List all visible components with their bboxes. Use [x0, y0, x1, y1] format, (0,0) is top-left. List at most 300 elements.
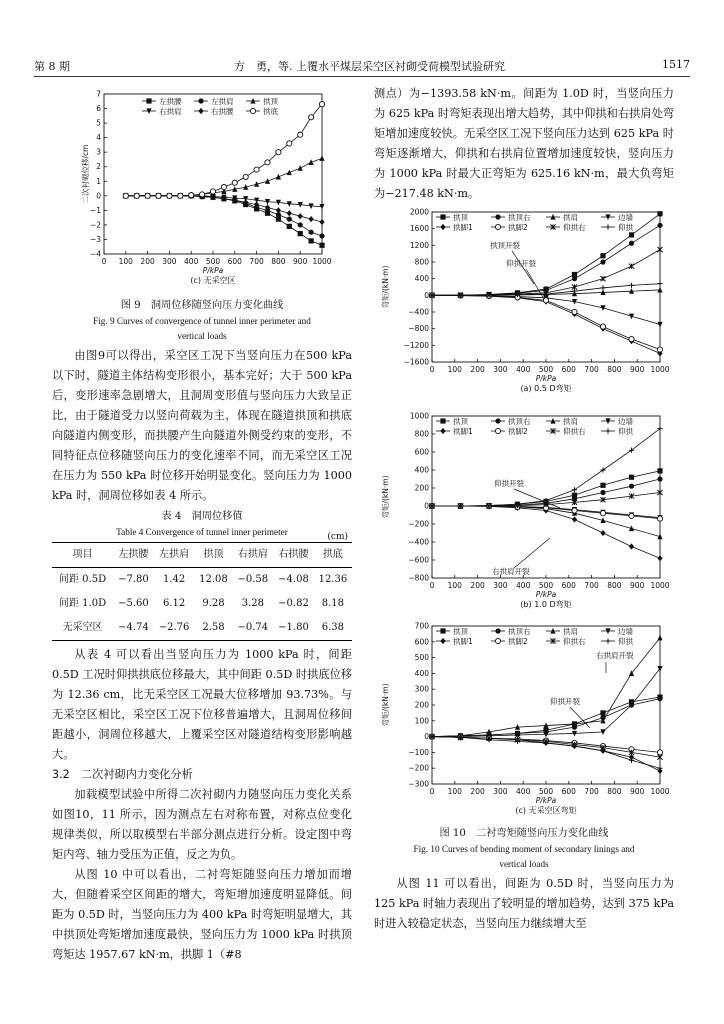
- data-point: [629, 264, 634, 269]
- legend-label: 拱顶: [453, 213, 468, 222]
- series-line: [126, 196, 322, 236]
- table-cell: 间距 0.5D: [59, 574, 107, 585]
- issue-number: 第 8 期: [34, 60, 70, 73]
- y-tick-label: 800: [414, 429, 429, 439]
- x-tick-label: 700: [584, 787, 599, 796]
- data-point: [600, 276, 605, 281]
- data-point: [287, 224, 292, 229]
- body-paragraph: 从图 10 中可以看出，二衬弯矩随竖向压力增加而增大，但随着采空区间距的增大，弯矩增加速度明显降低。间距为 0.5D 时，当竖向压力为 400 kPa 时弯矩明显增大，其中拱顶处弯矩增加速度最快，竖向压力为 1000 kPa 时拱顶弯矩达 1957.67 kN·m，拱脚 1（#8: [52, 868, 352, 961]
- y-tick-label: 6: [96, 104, 101, 114]
- y-tick-label: 100: [414, 716, 429, 726]
- table-cell: 8.18: [321, 598, 345, 609]
- x-tick-label: 300: [493, 787, 508, 796]
- data-point: [265, 160, 270, 165]
- data-point: [319, 219, 324, 225]
- legend-label: 拱肩: [563, 417, 578, 426]
- table-row: [52, 568, 352, 593]
- legend-label: 左拱腰: [159, 97, 182, 106]
- x-tick-label: 200: [470, 365, 485, 374]
- data-point: [189, 192, 194, 197]
- x-tick-label: 100: [118, 257, 133, 266]
- legend-label: 仰拱右: [563, 637, 586, 646]
- data-point: [298, 231, 303, 236]
- data-point: [600, 253, 605, 258]
- legend-swatch: [440, 428, 445, 434]
- data-point: [600, 710, 605, 715]
- data-point: [572, 487, 577, 492]
- y-tick-label: −100: [408, 747, 429, 757]
- legend-swatch: [495, 628, 500, 633]
- legend-label: 拱脚2: [508, 223, 528, 232]
- legend-swatch: [605, 428, 610, 433]
- y-tick-label: 400: [414, 465, 429, 475]
- legend-label: 拱脚1: [453, 637, 473, 646]
- data-point: [657, 468, 662, 473]
- data-point: [657, 347, 662, 352]
- y-tick-label: 2000: [409, 207, 429, 217]
- x-axis-label: P/kPa: [535, 374, 557, 383]
- data-point: [600, 511, 605, 516]
- legend-label: 仰拱: [618, 223, 633, 232]
- legend-swatch: [440, 418, 445, 423]
- table-cell: 间距 1.0D: [59, 598, 107, 609]
- data-point: [657, 750, 662, 755]
- legend-swatch: [146, 98, 151, 103]
- x-tick-label: 500: [538, 365, 554, 374]
- x-tick-label: 0: [429, 581, 435, 590]
- legend-label: 拱顶: [453, 627, 468, 636]
- data-point: [156, 193, 161, 198]
- x-tick-label: 700: [584, 581, 599, 590]
- data-point: [287, 216, 292, 221]
- legend-label: 右拱肩: [159, 107, 182, 116]
- y-tick-label: −1600: [403, 357, 429, 367]
- legend-label: 仰拱: [618, 637, 633, 646]
- data-point: [298, 222, 303, 227]
- data-point: [178, 193, 183, 198]
- series-line: [432, 225, 660, 295]
- legend-label: 拱脚1: [453, 223, 473, 232]
- data-point: [319, 233, 324, 238]
- x-tick-label: 400: [184, 257, 199, 266]
- data-point: [298, 132, 303, 137]
- data-point: [123, 193, 128, 198]
- data-point: [657, 516, 662, 521]
- chart-subcaption: (c) 无采空区: [190, 276, 236, 285]
- x-tick-label: 1000: [650, 365, 670, 374]
- body-paragraph: 从表 4 可以看出当竖向压力为 1000 kPa 时，间距 0.5D 工况时仰拱拱底位移最大，其中间距 0.5D 时拱底位移为 12.36 cm，比无采空区工况最大位移增加 93.73%。与无采空区相比，采空区工况下位移普遍增大，且洞周位移间距越小，洞周位移越大，上覆采空区对隧道结构变形影响越大。: [52, 648, 352, 761]
- table-cell: 2.58: [202, 622, 225, 633]
- x-tick-label: 500: [205, 257, 221, 266]
- y-tick-label: 1600: [409, 224, 429, 234]
- data-point: [600, 490, 605, 495]
- table-cell: 6.38: [321, 622, 345, 633]
- legend-label: 拱脚2: [508, 637, 528, 646]
- data-point: [629, 758, 634, 763]
- legend-swatch: [198, 98, 203, 103]
- fig10-caption-en: Fig. 10 Curves of bending moment of secondary linings and: [413, 844, 635, 854]
- data-point: [572, 508, 577, 513]
- fig10-caption-en-2: vertical loads: [499, 859, 549, 869]
- data-point: [287, 141, 292, 146]
- fig9-caption-cn: 图 9 洞周位移随竖向压力变化曲线: [120, 300, 284, 311]
- y-tick-label: −1: [89, 205, 101, 215]
- data-point: [629, 232, 634, 237]
- table-cell: 12.08: [199, 574, 228, 585]
- legend-label: 拱顶右: [508, 213, 531, 222]
- y-tick-label: 200: [414, 483, 429, 493]
- data-point: [657, 696, 662, 701]
- chart-annotation: 右拱肩开裂: [492, 567, 530, 576]
- x-tick-label: 0: [429, 787, 435, 796]
- data-point: [309, 238, 314, 243]
- table-cell: −7.80: [118, 574, 149, 585]
- table-header-cell: 右拱腰: [278, 549, 309, 560]
- x-tick-label: 1000: [312, 257, 332, 266]
- x-tick-label: 900: [293, 257, 308, 266]
- data-point: [657, 223, 662, 228]
- legend-label: 拱底: [263, 107, 278, 116]
- data-point: [572, 276, 577, 281]
- legend-swatch: [605, 638, 610, 643]
- y-tick-label: 600: [414, 637, 429, 647]
- table-cell: −4.74: [118, 622, 149, 633]
- x-tick-label: 700: [249, 257, 264, 266]
- data-point: [145, 193, 150, 198]
- data-point: [543, 298, 548, 303]
- table4-caption-row: [52, 525, 352, 540]
- data-point: [572, 309, 577, 314]
- data-point: [629, 283, 634, 288]
- data-point: [200, 192, 205, 197]
- data-point: [309, 230, 314, 235]
- legend-swatch: [495, 224, 500, 229]
- data-point: [298, 165, 303, 171]
- running-title: 方 勇，等. 上覆水平煤层采空区衬砌受荷模型试验研究: [234, 60, 505, 73]
- series-line: [432, 506, 660, 558]
- legend-label: 边墙: [618, 627, 633, 636]
- x-tick-label: 100: [447, 365, 462, 374]
- legend-swatch: [495, 638, 500, 643]
- data-point: [319, 243, 324, 248]
- data-point: [210, 189, 215, 194]
- data-point: [309, 216, 314, 222]
- legend-label: 拱脚1: [453, 427, 473, 436]
- page-number: 1517: [662, 58, 690, 71]
- data-point: [629, 475, 634, 480]
- x-tick-label: 700: [584, 365, 599, 374]
- data-point: [309, 159, 314, 165]
- chart-annotation: 仰拱开裂: [550, 697, 580, 706]
- legend-swatch: [440, 628, 445, 633]
- header-rule: [34, 76, 690, 77]
- chart-annotation: 仰拱开裂: [506, 259, 536, 268]
- y-tick-label: 4: [96, 133, 101, 143]
- y-tick-label: 3: [96, 147, 101, 157]
- series-line: [126, 104, 322, 196]
- legend-label: 仰拱: [618, 427, 633, 436]
- fig10b-chart: [374, 400, 674, 618]
- data-point: [600, 467, 605, 472]
- legend-label: 边墙: [618, 417, 633, 426]
- x-tick-label: 300: [493, 365, 508, 374]
- x-tick-label: 800: [607, 365, 622, 374]
- series-line: [432, 429, 660, 506]
- y-tick-label: 700: [414, 621, 429, 631]
- data-point: [629, 336, 634, 341]
- y-tick-label: −800: [408, 573, 429, 583]
- table-cell: 6.12: [162, 598, 186, 609]
- x-tick-label: 300: [162, 257, 177, 266]
- data-point: [298, 213, 303, 219]
- x-tick-label: 600: [561, 365, 576, 374]
- legend-label: 拱肩: [563, 627, 578, 636]
- fig10c-chart: [374, 618, 674, 823]
- y-tick-label: 2: [96, 162, 101, 172]
- x-tick-label: 100: [447, 581, 462, 590]
- table-header-cell: 项目: [72, 549, 93, 560]
- y-axis-label: 弯矩/(kN·m): [381, 475, 390, 519]
- data-point: [657, 322, 662, 328]
- data-point: [600, 285, 605, 290]
- table-cell: 1.42: [162, 574, 186, 585]
- y-axis-label: 弯矩/(kN·m): [381, 265, 390, 309]
- table-cell: −4.08: [278, 574, 309, 585]
- y-tick-label: 0: [424, 290, 429, 300]
- plot-frame: [432, 626, 660, 784]
- data-point: [167, 193, 172, 198]
- data-point: [287, 210, 292, 216]
- x-tick-label: 1000: [650, 581, 670, 590]
- fig10: [374, 204, 674, 823]
- table-header-cell: 右拱肩: [237, 549, 268, 560]
- data-point: [319, 155, 324, 161]
- data-point: [572, 516, 577, 522]
- legend-swatch: [605, 224, 610, 229]
- y-tick-label: −300: [408, 779, 429, 789]
- x-axis-label: P/kPa: [202, 266, 224, 275]
- table4-caption-cn: 表 4 洞周位移值: [161, 511, 243, 522]
- running-header: [34, 58, 690, 76]
- legend-label: 仰拱右: [563, 427, 586, 436]
- data-point: [657, 635, 662, 641]
- y-tick-label: 5: [96, 118, 101, 128]
- table-cell: 12.36: [318, 574, 348, 585]
- right-column: [374, 84, 674, 934]
- body-paragraph: 从图 11 可以看出，间距为 0.5D 时，当竖向压力为 125 kPa 时轴力表现出了较明显的增加趋势，达到 375 kPa 时进入较稳定状态，当竖向压力继续增大至: [374, 877, 674, 930]
- data-point: [276, 174, 281, 180]
- x-tick-label: 300: [493, 581, 508, 590]
- y-tick-label: 1000: [409, 411, 429, 421]
- y-tick-label: −400: [408, 537, 429, 547]
- data-point: [657, 247, 662, 252]
- data-point: [657, 555, 662, 561]
- data-point: [319, 102, 324, 107]
- x-tick-label: 0: [429, 365, 435, 374]
- y-tick-label: −800: [408, 324, 429, 334]
- y-tick-label: −600: [408, 555, 429, 565]
- table-cell: 3.28: [241, 598, 264, 609]
- legend-swatch: [250, 108, 255, 113]
- x-axis-label: P/kPa: [535, 796, 557, 805]
- legend-swatch: [440, 224, 445, 230]
- x-tick-label: 200: [470, 581, 485, 590]
- x-tick-label: 500: [538, 581, 554, 590]
- table4-caption-en: Table 4 Convergence of tunnel inner perimeter: [116, 527, 288, 537]
- x-tick-label: 200: [470, 787, 485, 796]
- table4-unit: (cm): [327, 532, 348, 542]
- table-cell: −0.82: [278, 598, 309, 609]
- y-tick-label: 400: [414, 668, 429, 678]
- legend-swatch: [440, 214, 445, 219]
- x-tick-label: 900: [630, 581, 645, 590]
- table-header-cell: 左拱肩: [159, 549, 190, 560]
- x-tick-label: 900: [630, 365, 645, 374]
- y-axis-label: 二次衬砌位移/cm: [81, 144, 90, 204]
- fig10a-chart: [374, 204, 674, 400]
- y-tick-label: 300: [414, 684, 429, 694]
- y-tick-label: 1: [96, 176, 101, 186]
- data-point: [276, 150, 281, 155]
- data-point: [265, 178, 270, 184]
- x-tick-label: 100: [447, 787, 462, 796]
- x-tick-label: 0: [101, 257, 107, 266]
- x-tick-label: 600: [227, 257, 242, 266]
- data-point: [134, 193, 139, 198]
- data-point: [309, 115, 314, 120]
- x-tick-label: 400: [516, 787, 531, 796]
- y-tick-label: 800: [414, 257, 429, 267]
- y-tick-label: 0: [96, 191, 101, 201]
- legend-label: 拱肩: [563, 213, 578, 222]
- y-tick-label: 0: [424, 732, 429, 742]
- x-tick-label: 200: [140, 257, 155, 266]
- data-point: [657, 281, 662, 286]
- chart-subcaption: (b) 1.0 D弯矩: [520, 600, 572, 609]
- legend-swatch: [495, 418, 500, 423]
- x-tick-label: 800: [271, 257, 286, 266]
- x-tick-label: 400: [516, 365, 531, 374]
- data-point: [276, 207, 281, 213]
- table-cell: −0.74: [237, 622, 269, 633]
- legend-swatch: [495, 214, 500, 219]
- legend-label: 拱顶右: [508, 417, 531, 426]
- table4: [52, 542, 352, 641]
- section-heading: 3.2 二次衬砌内力变化分析: [52, 768, 193, 781]
- table-cell: −0.58: [237, 574, 269, 585]
- chart-annotation: 仰拱开裂: [494, 479, 524, 488]
- table-header-cell: 拱顶: [203, 549, 224, 560]
- y-tick-label: 500: [414, 653, 429, 663]
- legend-swatch: [440, 638, 445, 644]
- y-tick-label: 0: [424, 501, 429, 511]
- y-tick-label: −2: [89, 220, 101, 230]
- data-point: [629, 241, 634, 246]
- data-point: [600, 483, 605, 488]
- table-header-row: [52, 543, 352, 568]
- y-tick-label: −400: [408, 307, 429, 317]
- y-tick-label: −4: [89, 249, 101, 259]
- y-tick-label: −200: [408, 519, 429, 529]
- legend-swatch: [198, 108, 203, 114]
- fig9-caption-en-2: vertical loads: [177, 331, 227, 341]
- data-point: [243, 174, 248, 179]
- data-point: [657, 211, 662, 216]
- legend-label: 拱顶: [263, 97, 278, 106]
- table-header-cell: 拱底: [322, 549, 343, 560]
- table-row: [52, 616, 352, 641]
- x-tick-label: 400: [516, 581, 531, 590]
- x-tick-label: 800: [607, 787, 622, 796]
- y-tick-label: 400: [414, 274, 429, 284]
- y-tick-label: −1200: [403, 340, 429, 350]
- left-column: [52, 84, 352, 965]
- legend-label: 拱顶: [453, 417, 468, 426]
- body-paragraph: 由图9可以得出，采空区工况下当竖向压力在500 kPa 以下时，隧道主体结构变形很小，基本完好；大于 500 kPa 后，变形速率急剧增大，且洞周变形值与竖向压力大致呈正比，由于隧道受力以竖向荷载为主，体现在隧道拱顶和拱底向隧道内侧变形，而拱腰产生向隧道外侧受约束的变形，不同特征点位移随竖向压力的变化速率不同，而无采空区工况在压力为 550 kPa 时位移开始明显变化。竖向压力为 1000 kPa 时，洞周位移如表 4 所示。: [52, 349, 352, 502]
- legend-label: 左拱肩: [211, 97, 234, 106]
- data-point: [287, 169, 292, 175]
- fig10-caption-cn: 图 10 二衬弯矩随竖向压力变化曲线: [439, 828, 609, 839]
- body-paragraph: 加载模型试验中所得二次衬砌内力随竖向压力变化关系如图10，11 所示，因为测点左右对称布置，对称点位变化规律类似，所以取模型右半部分测点进行分析。设定图中弯矩内弯、轴力受压为正值，反之为负。: [52, 788, 352, 861]
- legend-label: 拱脚2: [508, 427, 528, 436]
- x-tick-label: 800: [607, 581, 622, 590]
- y-tick-label: −3: [89, 234, 101, 244]
- x-tick-label: 600: [561, 787, 576, 796]
- table-cell: −5.60: [118, 598, 149, 609]
- table-cell: 无采空区: [62, 622, 103, 633]
- legend-label: 右拱腰: [211, 107, 234, 116]
- data-point: [600, 324, 605, 329]
- y-tick-label: 200: [414, 700, 429, 710]
- legend-label: 边墙: [618, 213, 633, 222]
- table-cell: −2.76: [158, 622, 190, 633]
- data-point: [232, 180, 237, 185]
- y-tick-label: 600: [414, 447, 429, 457]
- table-row: [52, 592, 352, 616]
- table-header-cell: 左拱腰: [118, 549, 149, 560]
- fig9-caption-en: Fig. 9 Curves of convergence of tunnel inner perimeter and: [93, 316, 311, 326]
- x-tick-label: 1000: [650, 787, 670, 796]
- x-tick-label: 900: [630, 787, 645, 796]
- data-point: [629, 513, 634, 518]
- x-axis-label: P/kPa: [535, 590, 557, 599]
- legend-label: 仰拱右: [563, 223, 586, 232]
- legend-label: 拱顶右: [508, 627, 531, 636]
- y-tick-label: 7: [96, 89, 101, 99]
- body-paragraph: 测点）为−1393.58 kN·m。间距为 1.0D 时，当竖向压力为 625 kPa 时弯矩表现出增大趋势，其中仰拱和右拱肩处弯矩增加速度较快。无采空区工况下竖向压力达到 625 kPa 时弯矩逐渐增大，仰拱和右拱肩位置增加速度较快，竖向压力为 1000 kPa 时最大正弯矩为 625.16 kN·m，最大负弯矩为−217.48 kN·m。: [374, 87, 674, 200]
- data-point: [629, 543, 634, 549]
- data-point: [600, 530, 605, 536]
- table-cell: −1.80: [278, 622, 309, 633]
- table-cell: 9.28: [202, 598, 225, 609]
- data-point: [657, 476, 662, 481]
- data-point: [629, 484, 634, 489]
- x-tick-label: 600: [561, 581, 576, 590]
- data-point: [221, 184, 226, 189]
- legend-swatch: [495, 428, 500, 433]
- data-point: [600, 259, 605, 264]
- chart-subcaption: (a) 0.5 D弯矩: [520, 384, 572, 393]
- chart-subcaption: (c) 无采空区弯矩: [515, 806, 577, 815]
- y-tick-label: −200: [408, 763, 429, 773]
- y-axis-label: 弯矩/(kN·m): [381, 683, 390, 727]
- annotation-arrow: [514, 538, 550, 568]
- x-tick-label: 500: [538, 787, 554, 796]
- fig9-chart: [52, 84, 352, 294]
- fig9: [52, 84, 352, 294]
- data-point: [254, 167, 259, 172]
- chart-annotation: 右拱肩开裂: [596, 651, 634, 660]
